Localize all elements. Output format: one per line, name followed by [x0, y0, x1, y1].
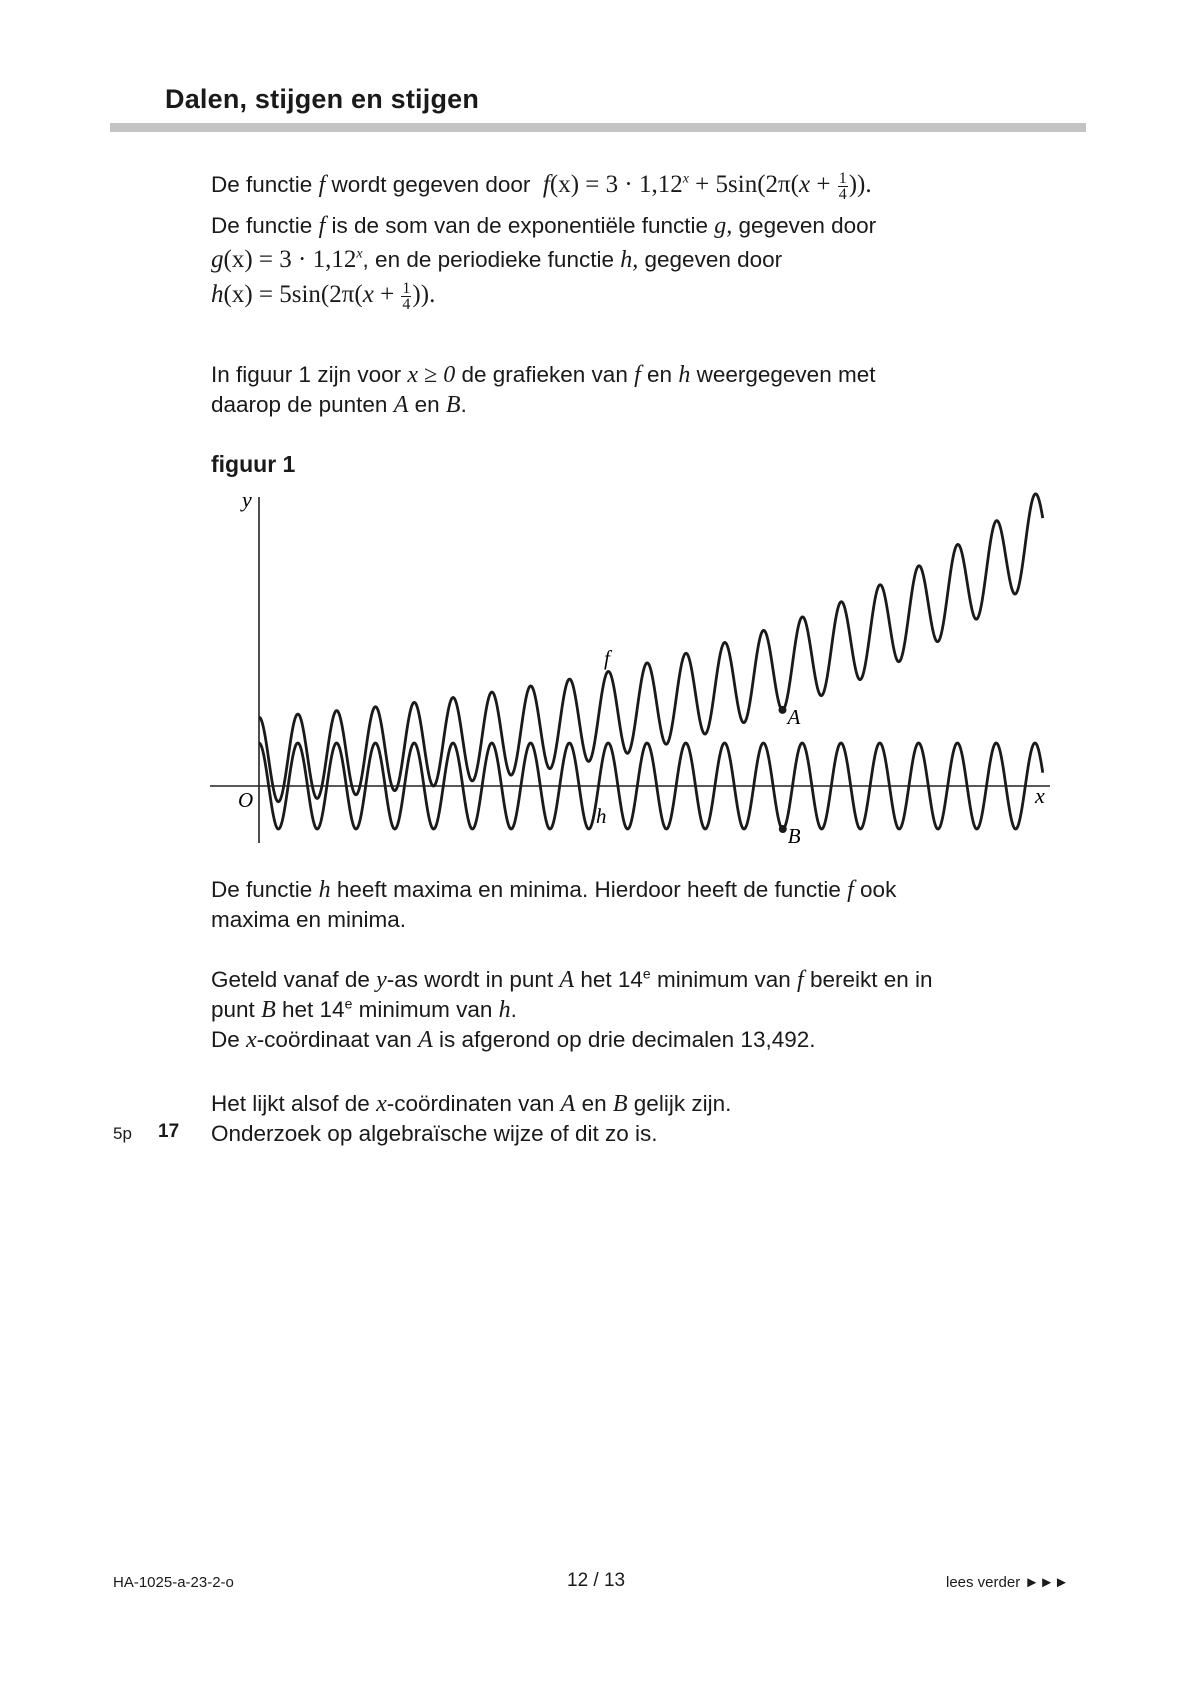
intro-line-4	[211, 280, 435, 312]
paragraph-maxima: De functie h heeft maxima en minima. Hierdoor heeft de functie f ook maxima en minima.	[211, 877, 897, 932]
f-label: f	[604, 646, 610, 670]
origin-label: O	[238, 788, 254, 812]
formula-g: $g(x) = 3 \cdot 1,12^x$	[211, 246, 363, 273]
title-underline	[110, 123, 1086, 132]
math-f: f	[318, 172, 326, 198]
B-label: B	[787, 824, 801, 848]
intro-line-3: $g(x) = 3 \cdot 1,12^x$, en de periodieke functie h, gegeven door	[211, 246, 783, 273]
page-number: 12 / 13	[567, 1570, 626, 1591]
formula-h: h(x) = 5sin(2π(x + $\frac{1}{4}$ )).	[211, 279, 436, 313]
question-points: 5p	[113, 1124, 132, 1143]
figure-label: figuur 1	[211, 451, 296, 477]
paragraph-question: Het lijkt alsof de x-coördinaten van A en B gelijk zijn. Onderzoek op algebraïsche wijze of dit zo is.	[211, 1091, 732, 1146]
paragraph-minimum: Geteld vanaf de y-as wordt in punt A het 14e minimum van f bereikt en in punt B het 14e minimum van h. De x-coördinaat van A is afgerond op drie decimalen 13,492.	[211, 965, 933, 1053]
formula-f: $f(x) = 3 \cdot 1,12^x + 5\sin(2\pi(x$ + $\frac{1}{4}$ )).	[542, 169, 872, 203]
section-title: Dalen, stijgen en stijgen	[165, 84, 480, 114]
next-page-link[interactable]: lees verder ►►►	[946, 1574, 1069, 1591]
text: wordt gegeven door	[331, 172, 531, 197]
h-label: h	[596, 804, 607, 828]
A-label: A	[787, 704, 801, 729]
figure-intro: In figuur 1 zijn voor x ≥ 0 de grafieken van f en h weergegeven met daarop de punten A en B.	[211, 362, 876, 418]
intro-line-2: De functie f is de som van de exponentiële functie g, gegeven door	[211, 213, 877, 239]
y-axis-label: y	[242, 487, 252, 512]
fraction-quarter: $\frac{1}{4}$	[838, 169, 847, 203]
text: De functie	[211, 172, 313, 197]
question-text: Onderzoek op algebraïsche wijze of dit zo is.	[211, 1121, 658, 1146]
point-B	[779, 825, 787, 833]
footer-code: HA-1025-a-23-2-o	[113, 1574, 234, 1591]
intro-line-1	[211, 170, 872, 202]
point-A	[778, 706, 786, 714]
fraction-quarter: $\frac{1}{4}$	[402, 279, 411, 313]
x-axis-label: x	[1035, 783, 1045, 808]
figure-1-plot	[200, 485, 1060, 855]
question-number: 17	[158, 1121, 180, 1142]
